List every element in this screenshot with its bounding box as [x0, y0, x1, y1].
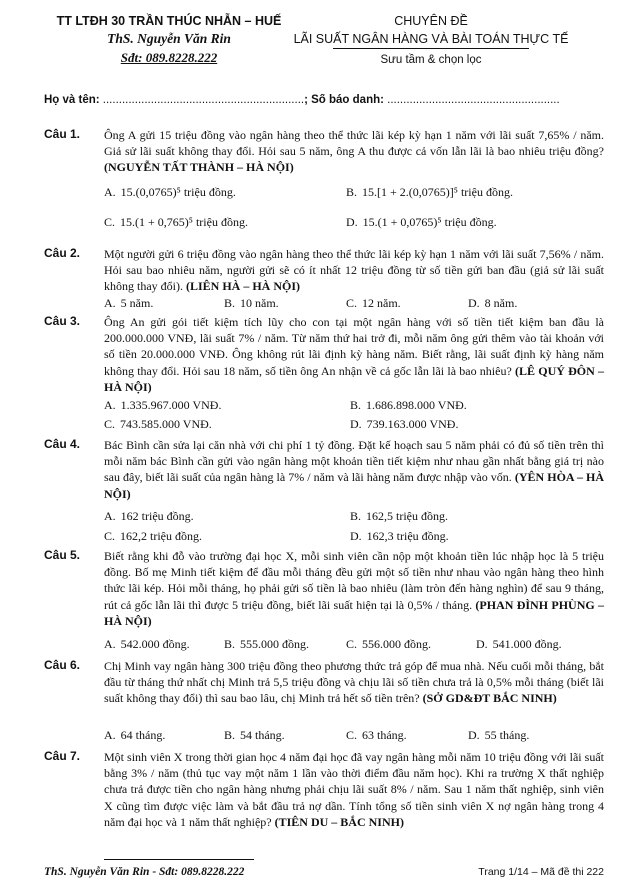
student-info-line	[44, 94, 604, 106]
footer-divider	[104, 859, 254, 860]
question-body: Ông A gửi 15 triệu đồng vào ngân hàng theo thể thức lãi kép kỳ hạn 1 năm với lãi suất 7,65% / năm. Giả sử lãi suất không thay đổi. Hỏi sau 5 năm, ông A thu được cả vốn lẫn lãi là bao nhiêu triệu đồng?	[104, 128, 604, 159]
question-number: Câu 4.	[44, 437, 81, 451]
question-body: Ông An gửi gói tiết kiệm tích lũy cho con tại một ngân hàng với số tiền tiết kiệm ban đầu là 200.000.000 VNĐ, lãi suất 7% / năm. Từ năm thứ hai trở đi, mỗi năm ông gửi thêm vào tài khoản với số tiền 20.000.000 VNĐ. Ông không rút lãi định kỳ hàng năm. Biết rằng, lãi suất định kỳ hàng năm không thay đổi. Hỏi sau 18 năm, số tiền ông An nhận về cả gốc lẫn lãi là bao nhiêu?	[104, 315, 604, 378]
option-text: 15.[1 + 2.(0,0765)]⁵ triệu đồng.	[362, 185, 513, 199]
question-body: Một sinh viên X trong thời gian học 4 năm đại học đã vay ngân hàng mỗi năm 10 triệu đồng với lãi suất bằng 3% / năm (thủ tục vay một năm 1 lần vào thời điểm đầu năm học). Khi ra trường X thất nghiệp chưa trả được tiền cho ngân hàng nhưng phải chịu lãi suất 8% / năm. Sau 1 năm thất nghiệp, sinh viên X cũng tìm được việc làm và bắt đầu trả nợ dần. Tính tổng số tiền sinh viên X nợ ngân hàng trong 4 năm đại học và 1 năm thất nghiệp?	[104, 750, 604, 829]
question-text	[104, 437, 604, 502]
option-text: 162,3 triệu đồng.	[366, 529, 449, 543]
question-body: Một người gửi 6 triệu đồng vào ngân hàng theo thể thức lãi kép kỳ hạn 1 năm với lãi suất 7,56% / năm. Hỏi sau bao nhiêu năm, người gửi sẽ có ít nhất 12 triệu đồng từ số tiền gửi ban đầu (giả sử lãi suất không thay đổi).	[104, 247, 604, 294]
question-text	[104, 548, 604, 629]
option-text: 542.000 đồng.	[120, 637, 190, 651]
option-b[interactable]	[350, 509, 448, 524]
question-source: (LIÊN HÀ – HÀ NỘI)	[186, 279, 301, 294]
option-text: 15.(0,0765)⁵ triệu đồng.	[120, 185, 236, 199]
option-text: 739.163.000 VNĐ.	[366, 417, 459, 431]
question-number: Câu 2.	[44, 246, 81, 260]
name-blank[interactable]: ...............................................................	[102, 94, 305, 106]
option-label: B.	[346, 185, 358, 199]
question-number: Câu 5.	[44, 548, 81, 562]
option-label: D.	[468, 728, 480, 742]
question-text	[104, 127, 604, 176]
question-source: (YÊN HÒA – HÀ NỘI)	[104, 470, 604, 501]
question-number: Câu 3.	[44, 314, 81, 328]
page-footer	[44, 862, 604, 882]
option-a[interactable]	[104, 185, 236, 200]
option-label: C.	[346, 637, 358, 651]
question-number: Câu 6.	[44, 658, 81, 672]
option-text: 743.585.000 VNĐ.	[120, 417, 212, 431]
option-label: D.	[350, 417, 362, 431]
option-label: B.	[350, 509, 362, 523]
option-text: 1.686.898.000 VNĐ.	[366, 398, 467, 412]
author-phone: Sđt: 089.8228.222	[120, 50, 218, 65]
option-label: B.	[224, 728, 236, 742]
option-text: 12 năm.	[362, 296, 401, 310]
option-text: 8 năm.	[484, 296, 518, 310]
name-label: Họ và tên:	[44, 94, 100, 106]
option-text: 10 năm.	[240, 296, 279, 310]
option-d[interactable]	[350, 417, 458, 432]
option-label: A.	[104, 296, 116, 310]
question-text	[104, 314, 604, 395]
topic-underline	[333, 48, 529, 49]
option-d[interactable]	[468, 296, 517, 311]
option-label: C.	[104, 417, 116, 431]
option-a[interactable]	[104, 509, 194, 524]
option-text: 556.000 đồng.	[362, 637, 432, 651]
option-label: B.	[224, 296, 236, 310]
question-body: Biết rằng khi đỗ vào trường đại học X, mỗi sinh viên cần nộp một khoản tiền lúc nhập học là 5 triệu đồng. Bố mẹ Minh tiết kiệm để đầu mỗi tháng đều gửi một số tiền như nhau vào ngân hàng theo hình thức lãi kép. Hỏi mỗi tháng, họ phải gửi số tiền là bao nhiêu (làm tròn đến hàng nghìn) để sau 9 tháng, rút cả gốc lẫn lãi thì được 5 triệu đồng, biết lãi suất hiện tại là 0,5% / tháng.	[104, 549, 604, 612]
question-source: (NGUYỄN TẤT THÀNH – HÀ NỘI)	[104, 160, 294, 175]
option-label: D.	[350, 529, 362, 543]
option-b[interactable]	[224, 637, 309, 652]
option-label: B.	[350, 398, 362, 412]
option-label: C.	[104, 529, 116, 543]
option-c[interactable]	[104, 215, 248, 230]
footer-page-info: Trang 1/14 – Mã đề thi 222	[478, 866, 604, 878]
option-d[interactable]	[476, 637, 562, 652]
question-text	[104, 246, 604, 295]
option-label: A.	[104, 637, 116, 651]
option-a[interactable]	[104, 296, 153, 311]
option-label: D.	[346, 215, 358, 229]
section-label: CHUYÊN ĐỀ	[394, 14, 468, 28]
question-body: Bác Bình cần sửa lại căn nhà với chi phí 1 tỷ đồng. Đặt kế hoạch sau 5 năm phải có đủ số tiền trên thì mỗi năm bác Bình cần gửi vào ngân hàng một khoản tiền tiết kiệm như nhau gần nhất bằng giá trị nào sau đây, biết lãi suất của ngân hàng là 7% / năm và lãi hàng năm được nhập vào vốn.	[104, 438, 604, 485]
option-c[interactable]	[104, 529, 202, 544]
option-b[interactable]	[224, 728, 285, 743]
option-label: C.	[346, 728, 358, 742]
option-d[interactable]	[346, 215, 497, 230]
id-blank[interactable]: ......................................................	[387, 94, 560, 106]
footer-author: ThS. Nguyễn Văn Rin - Sđt: 089.8228.222	[44, 866, 245, 878]
option-text: 555.000 đồng.	[240, 637, 310, 651]
question-source: (TIÊN DU – BẮC NINH)	[274, 814, 404, 829]
option-a[interactable]	[104, 398, 221, 413]
option-label: A.	[104, 185, 116, 199]
author-name: ThS. Nguyễn Văn Rin	[107, 31, 231, 46]
option-a[interactable]	[104, 637, 190, 652]
option-text: 5 năm.	[120, 296, 154, 310]
option-label: A.	[104, 728, 116, 742]
header-right	[286, 14, 576, 66]
option-c[interactable]	[346, 637, 431, 652]
option-text: 162,5 triệu đồng.	[366, 509, 449, 523]
question-body: Chị Minh vay ngân hàng 300 triệu đồng theo phương thức trả góp để mua nhà. Nếu cuối mỗi tháng, bắt đầu từ tháng thứ nhất chị Minh trả 5,5 triệu đồng và chịu lãi số tiền chưa trả là 0,5% mỗi tháng (biết lãi suất không thay đổi) thì sau bao lâu, chị Minh trả hết số tiền trên?	[104, 659, 604, 706]
option-b[interactable]	[346, 185, 513, 200]
option-label: C.	[104, 215, 116, 229]
collected-note: Sưu tầm & chọn lọc	[380, 54, 482, 66]
option-label: D.	[468, 296, 480, 310]
option-text: 64 tháng.	[120, 728, 166, 742]
topic-title: LÃI SUẤT NGÂN HÀNG VÀ BÀI TOÁN THỰC TẾ	[293, 32, 569, 46]
option-c[interactable]	[346, 728, 407, 743]
option-c[interactable]	[104, 417, 212, 432]
option-a[interactable]	[104, 728, 165, 743]
option-text: 1.335.967.000 VNĐ.	[120, 398, 222, 412]
header-left	[54, 14, 284, 66]
option-text: 15.(1 + 0,0765)⁵ triệu đồng.	[362, 215, 497, 229]
option-label: B.	[224, 637, 236, 651]
question-source: (PHAN ĐÌNH PHÙNG – HÀ NỘI)	[104, 597, 605, 628]
option-label: D.	[476, 637, 488, 651]
option-text: 55 tháng.	[484, 728, 530, 742]
option-label: A.	[104, 509, 116, 523]
option-text: 15.(1 + 0,765)⁵ triệu đồng.	[120, 215, 248, 229]
question-text	[104, 749, 604, 830]
id-label: ; Số báo danh:	[304, 94, 384, 106]
option-text: 162 triệu đồng.	[120, 509, 194, 523]
question-number: Câu 1.	[44, 127, 81, 141]
option-text: 63 tháng.	[362, 728, 407, 742]
option-label: C.	[346, 296, 358, 310]
page-header	[0, 14, 630, 84]
option-b[interactable]	[224, 296, 279, 311]
option-text: 54 tháng.	[240, 728, 285, 742]
option-c[interactable]	[346, 296, 401, 311]
question-number: Câu 7.	[44, 749, 81, 763]
question-source: (LÊ QUÝ ĐÔN – HÀ NỘI)	[104, 363, 605, 394]
option-text: 162,2 triệu đồng.	[120, 529, 203, 543]
option-text: 541.000 đồng.	[492, 637, 562, 651]
option-label: A.	[104, 398, 116, 412]
option-d[interactable]	[350, 529, 449, 544]
option-d[interactable]	[468, 728, 529, 743]
option-b[interactable]	[350, 398, 467, 413]
question-source: (SỞ GD&ĐT BẮC NINH)	[422, 691, 557, 706]
question-text	[104, 658, 604, 707]
center-name: TT LTĐH 30 TRẦN THÚC NHẪN – HUẾ	[56, 14, 282, 28]
